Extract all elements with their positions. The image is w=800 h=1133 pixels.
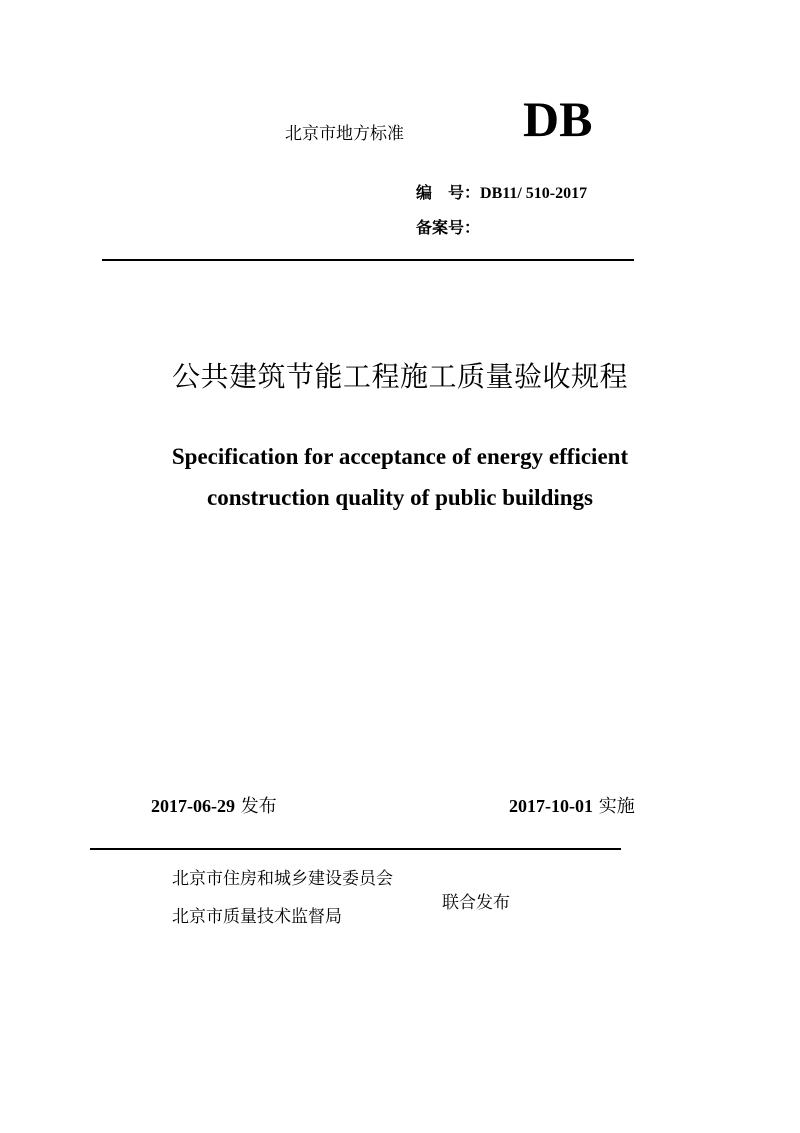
standard-code-label: 编 号： (416, 183, 481, 202)
title-english-line-2: construction quality of public buildings (207, 485, 593, 510)
standard-type: 北京市地方标准 (285, 124, 404, 144)
joint-publish-label: 联合发布 (442, 893, 510, 913)
publish-date (151, 792, 277, 818)
standard-code-row (416, 180, 587, 203)
db-mark: DB (523, 91, 593, 147)
title-english-line-1: Specification for acceptance of energy efficient (171, 444, 629, 469)
footer-divider (90, 848, 621, 850)
issuer-housing-commission: 北京市住房和城乡建设委员会 (172, 869, 393, 889)
publish-date-value: 2017-06-29 (151, 796, 235, 816)
record-number-label: 备案号： (416, 218, 481, 237)
issuer-quality-bureau: 北京市质量技术监督局 (172, 907, 342, 927)
title-chinese: 公共建筑节能工程施工质量验收规程 (171, 360, 628, 393)
effective-date (509, 792, 635, 818)
effective-date-value: 2017-10-01 (509, 796, 593, 816)
publish-label: 发布 (235, 796, 277, 817)
effective-label: 实施 (593, 796, 635, 817)
header-divider (102, 259, 634, 261)
standard-code-value: DB11/ 510-2017 (480, 185, 588, 202)
